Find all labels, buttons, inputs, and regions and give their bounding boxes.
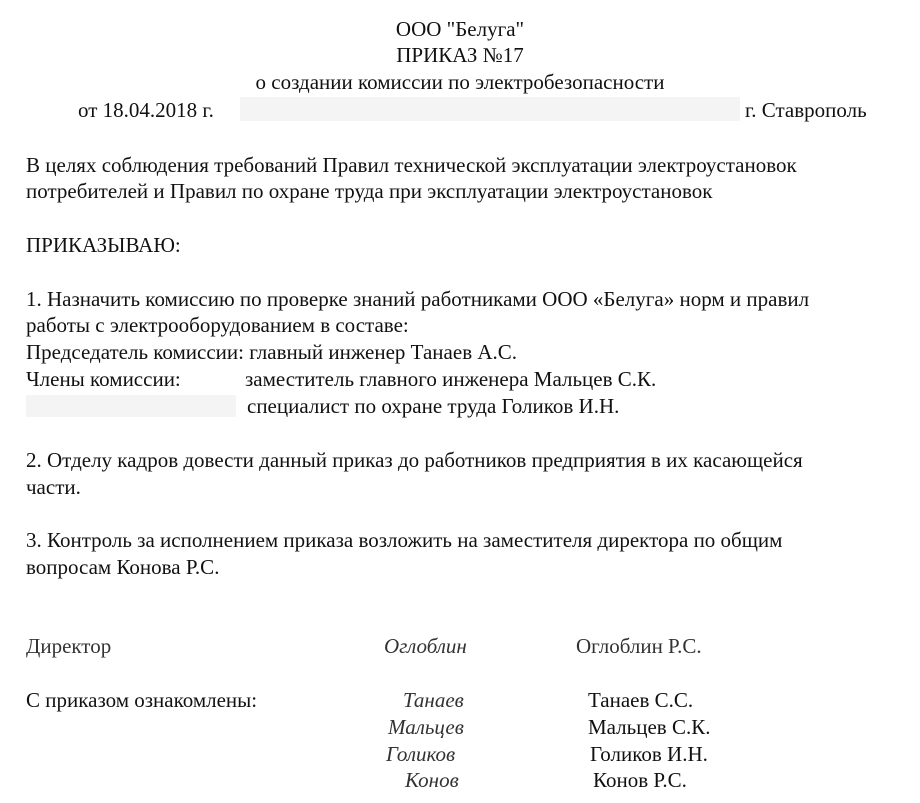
- commission-chair: Председатель комиссии: главный инженер Танаев А.С.: [26, 340, 518, 364]
- ack-name: Голиков И.Н.: [590, 742, 708, 766]
- members-indent-blank: [26, 395, 236, 417]
- item2-line-1: 2. Отделу кадров довести данный приказ до работников предприятия в их касающейся: [26, 448, 803, 472]
- director-signature: Оглоблин: [384, 634, 467, 658]
- item2-line-2: части.: [26, 475, 81, 499]
- ack-name: Танаев С.С.: [588, 688, 694, 712]
- members-label: Члены комиссии:: [26, 367, 181, 391]
- ack-signature: Танаев: [403, 688, 464, 712]
- date-line-blank: [240, 97, 740, 121]
- member-1: заместитель главного инженера Мальцев С.К.: [245, 367, 657, 391]
- order-city: г. Ставрополь: [745, 98, 867, 122]
- ack-signature: Голиков: [386, 742, 456, 766]
- item1-line-2: работы с электрооборудованием в составе:: [26, 313, 409, 337]
- ack-name: Конов Р.С.: [593, 768, 687, 792]
- order-date: от 18.04.2018 г.: [78, 98, 214, 122]
- order-subject: о создании комиссии по электробезопасности: [255, 70, 665, 94]
- ack-signature: Мальцев: [388, 715, 464, 739]
- company-name: ООО "Белуга": [395, 17, 525, 41]
- item1-line-1: 1. Назначить комиссию по проверке знаний работниками ООО «Белуга» норм и правил: [26, 287, 810, 311]
- order-number: ПРИКАЗ №17: [396, 43, 524, 67]
- director-title: Директор: [26, 634, 112, 658]
- director-name: Оглоблин Р.С.: [576, 634, 702, 658]
- member-2: специалист по охране труда Голиков И.Н.: [247, 394, 620, 418]
- item3-line-2: вопросам Конова Р.С.: [26, 555, 220, 579]
- preamble-line-2: потребителей и Правил по охране труда при эксплуатации электроустановок: [26, 179, 713, 203]
- acknowledged-label: С приказом ознакомлены:: [26, 688, 258, 712]
- ack-signature: Конов: [405, 768, 459, 792]
- ack-name: Мальцев С.К.: [588, 715, 711, 739]
- item3-line-1: 3. Контроль за исполнением приказа возложить на заместителя директора по общим: [26, 528, 783, 552]
- preamble-line-1: В целях соблюдения требований Правил технической эксплуатации электроустановок: [26, 153, 797, 177]
- order-word: ПРИКАЗЫВАЮ:: [26, 233, 181, 257]
